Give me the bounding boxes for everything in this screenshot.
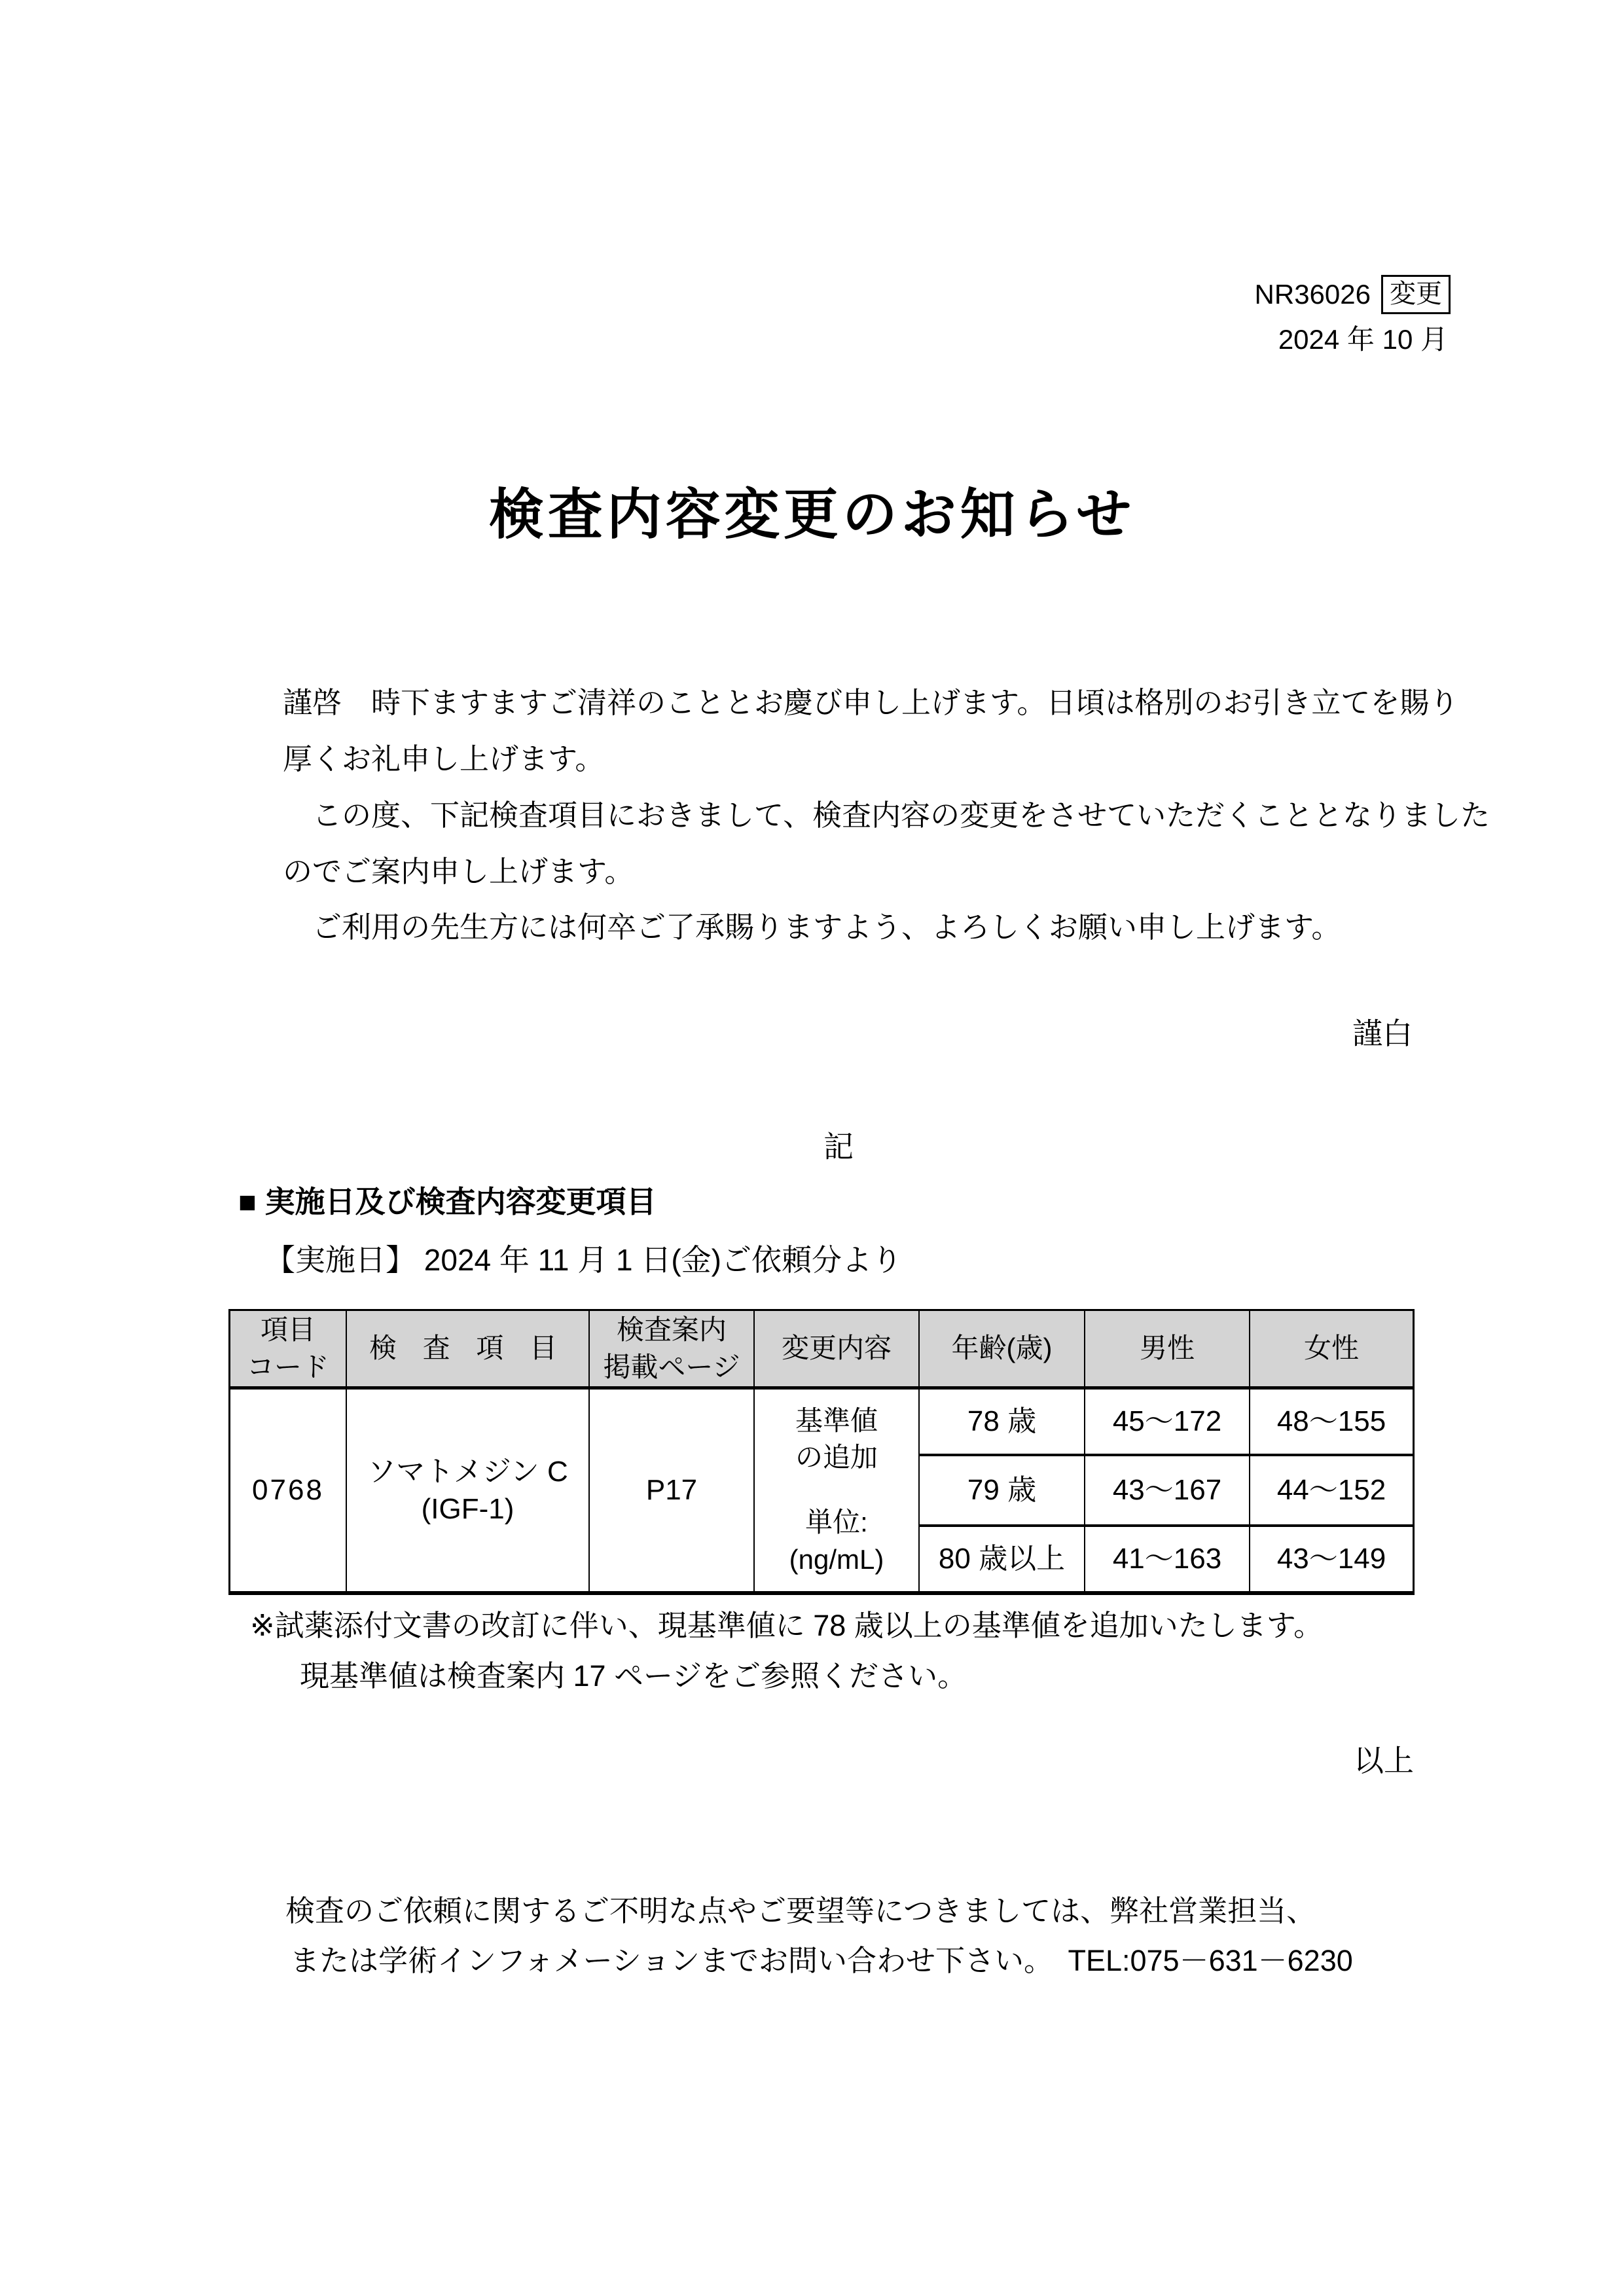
cell-female-row2: 44～152 [1250, 1456, 1413, 1527]
col-header-guide-page-line2: 掲載ページ [603, 1351, 740, 1382]
col-header-male: 男性 [1085, 1311, 1250, 1390]
col-header-item-code-line1: 項目 [260, 1314, 316, 1345]
col-header-guide-page [590, 1311, 755, 1390]
cell-test-name-line1: ソマトメジン C [367, 1455, 568, 1488]
cell-female-row1: 48～155 [1250, 1390, 1413, 1456]
cell-change-unit-value: (ng/mL) [789, 1543, 884, 1575]
end-marker: 以上 [1354, 1744, 1414, 1778]
cell-male-row1: 45～172 [1085, 1390, 1250, 1456]
cell-age-row2: 79 歳 [920, 1456, 1085, 1527]
record-marker: 記 [823, 1130, 854, 1164]
col-header-age: 年齢(歳) [920, 1311, 1085, 1390]
doc-tag-box: 変更 [1381, 275, 1451, 314]
col-header-item-code-line2: コード [246, 1351, 329, 1382]
greeting-line-1: 謹啓 時下ますますご清祥のこととお慶び申し上げます。日頃は格別のお引き立てを賜り [283, 686, 1459, 719]
col-header-female: 女性 [1250, 1311, 1413, 1390]
cell-change-unit-label: 単位: [805, 1507, 868, 1537]
note-line-2: 現基準値は検査案内 17 ページをご参照ください。 [300, 1659, 967, 1693]
doc-meta-line [1255, 275, 1451, 314]
cell-test-name-line2: (IGF-1) [421, 1493, 514, 1525]
col-header-item-code [230, 1311, 347, 1390]
cell-male-row3: 41～163 [1085, 1527, 1250, 1591]
cell-item-code: 0768 [230, 1390, 347, 1591]
cell-change-line2: の追加 [795, 1442, 878, 1473]
col-header-guide-page-line1: 検査案内 [616, 1314, 727, 1345]
cell-test-name [347, 1390, 590, 1591]
footer-line-2: または学術インフォメーションまでお問い合わせ下さい。 TEL:075－631－6230 [290, 1944, 1353, 1977]
cell-change-line1: 基準値 [795, 1405, 878, 1436]
cell-change-content [755, 1390, 920, 1591]
page-title: 検査内容変更のお知らせ [488, 484, 1136, 545]
greeting-line-3: この度、下記検査項目におきまして、検査内容の変更をさせていただくこととなりました [283, 798, 1490, 832]
doc-issue-date: 2024 年 10 月 [1278, 324, 1448, 355]
cell-age-row3: 80 歳以上 [920, 1527, 1085, 1591]
cell-male-row2: 43～167 [1085, 1456, 1250, 1527]
change-table [228, 1309, 1415, 1595]
cell-page-ref: P17 [590, 1390, 755, 1591]
greeting-line-4: のでご案内申し上げます。 [283, 855, 634, 888]
greeting-line-5: ご利用の先生方には何卒ご了承賜りますよう、よろしくお願い申し上げます。 [283, 910, 1341, 944]
note-line-1: ※試薬添付文書の改訂に伴い、現基準値に 78 歳以上の基準値を追加いたします。 [250, 1609, 1324, 1642]
cell-age-row1: 78 歳 [920, 1390, 1085, 1456]
col-header-test-item: 検 査 項 目 [347, 1311, 590, 1390]
doc-number: NR36026 [1254, 278, 1371, 310]
greeting-line-2: 厚くお礼申し上げます。 [283, 742, 605, 776]
cell-female-row3: 43～149 [1276, 1543, 1386, 1575]
section-heading: ■ 実施日及び検査内容変更項目 [238, 1185, 657, 1219]
implementation-date: 【実施日】 2024 年 11 月 1 日(金)ご依頼分より [265, 1243, 902, 1277]
col-header-change: 変更内容 [755, 1311, 920, 1390]
closing-label: 謹白 [1352, 1016, 1413, 1050]
footer-line-1: 検査のご依頼に関するご不明な点やご要望等につきましては、弊社営業担当、 [285, 1894, 1316, 1928]
